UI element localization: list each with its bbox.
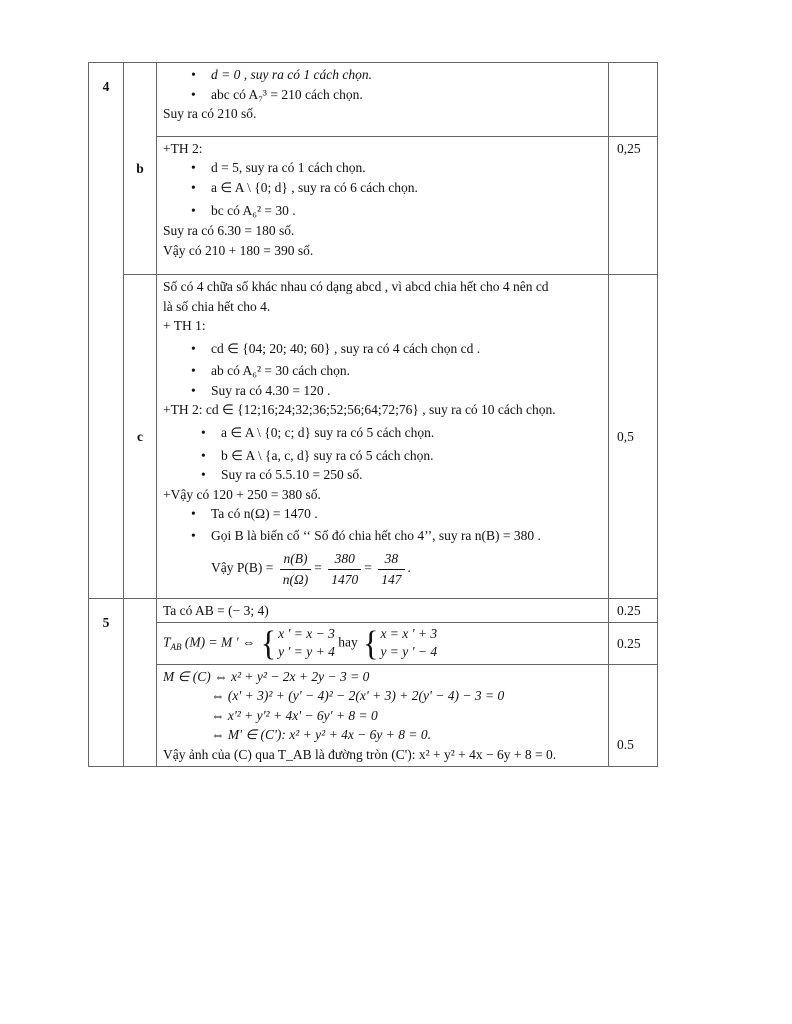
line: là số chia hết cho 4. [163, 298, 271, 314]
fraction-denominator: n(Ω) [282, 571, 309, 587]
line: Vậy ảnh của (C) qua T_AB là đường tròn (C'): x² + y² + 4x − 6y + 8 = 0. [163, 746, 557, 762]
line: • Ta có n(Ω) = 1470 . [163, 504, 602, 524]
line: • d = 5, suy ra có 1 cách chọn. [163, 158, 602, 178]
answer-table [88, 62, 658, 767]
fraction-denominator: 1470 [331, 571, 359, 587]
line: + TH 1: [163, 318, 206, 334]
q4c-content [157, 275, 609, 598]
q5-content-3 [157, 664, 609, 767]
question-number-5: 5 [89, 598, 124, 767]
line: ⇔ x'² + y'² + 4x' − 6y' + 8 = 0 [211, 707, 378, 723]
fraction [280, 549, 312, 589]
score-cell: 0,25 [609, 136, 658, 274]
translation-symbol: T [163, 634, 171, 650]
q5-row-2 [89, 623, 658, 664]
translation-mapping: (M) = M ' ⇔ [184, 634, 256, 650]
fraction [328, 549, 361, 589]
line: Suy ra có 210 số. [163, 106, 257, 122]
system-1 [278, 625, 335, 661]
q4c-row [89, 275, 658, 598]
part-label-b: b [124, 63, 157, 275]
fraction-denominator: 147 [381, 571, 402, 587]
line: • bc có A₆² = 30 . [163, 201, 602, 221]
probability-line: Vậy P(B) = $\frac{n(B)}{n(\Omega)}$ = $\frac{380}{1470}$ = $\frac{38}{147}$ . [163, 549, 602, 589]
line: +TH 2: [163, 140, 203, 156]
line: • abc có A₇³ = 210 cách chọn. [163, 85, 602, 105]
q4b-row-1 [89, 63, 658, 137]
equation: y ' = y + 4 [278, 644, 335, 660]
q4b-content-2 [157, 136, 609, 274]
q4b-row-2 [89, 136, 658, 274]
score-cell: 0.25 [609, 598, 658, 623]
line: • Suy ra có 4.30 = 120 . [163, 381, 602, 401]
line: • d = 0 , suy ra có 1 cách chọn. [163, 65, 602, 85]
left-brace-icon: { [363, 623, 379, 664]
score-cell [609, 63, 658, 137]
fraction-numerator: 380 [328, 549, 361, 570]
line: • cd ∈ {04; 20; 40; 60} , suy ra có 4 cách chọn cd . [163, 339, 602, 359]
fraction [378, 549, 404, 589]
equation: x ' = x − 3 [278, 626, 335, 642]
left-brace-icon: { [260, 623, 277, 664]
translation-vector: AB [170, 642, 182, 653]
line: • a ∈ A \ {0; c; d} suy ra có 5 cách chọn. [163, 423, 602, 443]
q4b-content-1 [157, 63, 609, 137]
line: Số có 4 chữa số khác nhau có dạng abcd , vì abcd chia hết cho 4 nên cd [163, 279, 549, 295]
q5-content-2 [157, 623, 609, 664]
line: ⇔ (x' + 3)² + (y' − 4)² − 2(x' + 3) + 2(y' − 4) − 3 = 0 [211, 688, 505, 704]
part-label-c: c [124, 275, 157, 598]
probability-prefix: Vậy P(B) = [211, 560, 274, 576]
line: • ab có A₆² = 30 cách chọn. [163, 361, 602, 381]
system-2 [380, 625, 437, 661]
equation: x = x ' + 3 [380, 626, 438, 642]
line: +Vậy có 120 + 250 = 380 số. [163, 486, 321, 502]
line: • a ∈ A \ {0; d} , suy ra có 6 cách chọn. [163, 178, 602, 198]
hay-label: hay [338, 634, 358, 650]
equation: y = y ' − 4 [380, 644, 438, 660]
line: • Suy ra có 5.5.10 = 250 số. [163, 465, 602, 485]
q5-content-1: Ta có AB = (− 3; 4) [157, 598, 609, 623]
line: Suy ra có 6.30 = 180 số. [163, 222, 295, 238]
score-cell: 0.5 [609, 664, 658, 767]
q5-row-1 [89, 598, 658, 623]
line: +TH 2: cd ∈ {12;16;24;32;36;52;56;64;72;76} , suy ra có 10 cách chọn. [163, 402, 556, 418]
line: • b ∈ A \ {a, c, d} suy ra có 5 cách chọn. [163, 446, 602, 466]
line: ⇔ M' ∈ (C'): x² + y² + 4x − 6y + 8 = 0. [211, 727, 432, 743]
line: • Gọi B là biến cố ‘‘ Số đó chia hết cho 4’’, suy ra n(B) = 380 . [163, 526, 602, 546]
part-label-empty [124, 598, 157, 767]
line: Vậy có 210 + 180 = 390 số. [163, 242, 314, 258]
score-cell: 0,5 [609, 275, 658, 598]
score-cell: 0.25 [609, 623, 658, 664]
fraction-numerator: n(B) [280, 549, 312, 570]
question-number-4: 4 [89, 63, 124, 599]
fraction-numerator: 38 [378, 549, 404, 570]
line: M ∈ (C) ⇔ x² + y² − 2x + 2y − 3 = 0 [163, 668, 370, 684]
q5-row-3 [89, 664, 658, 767]
